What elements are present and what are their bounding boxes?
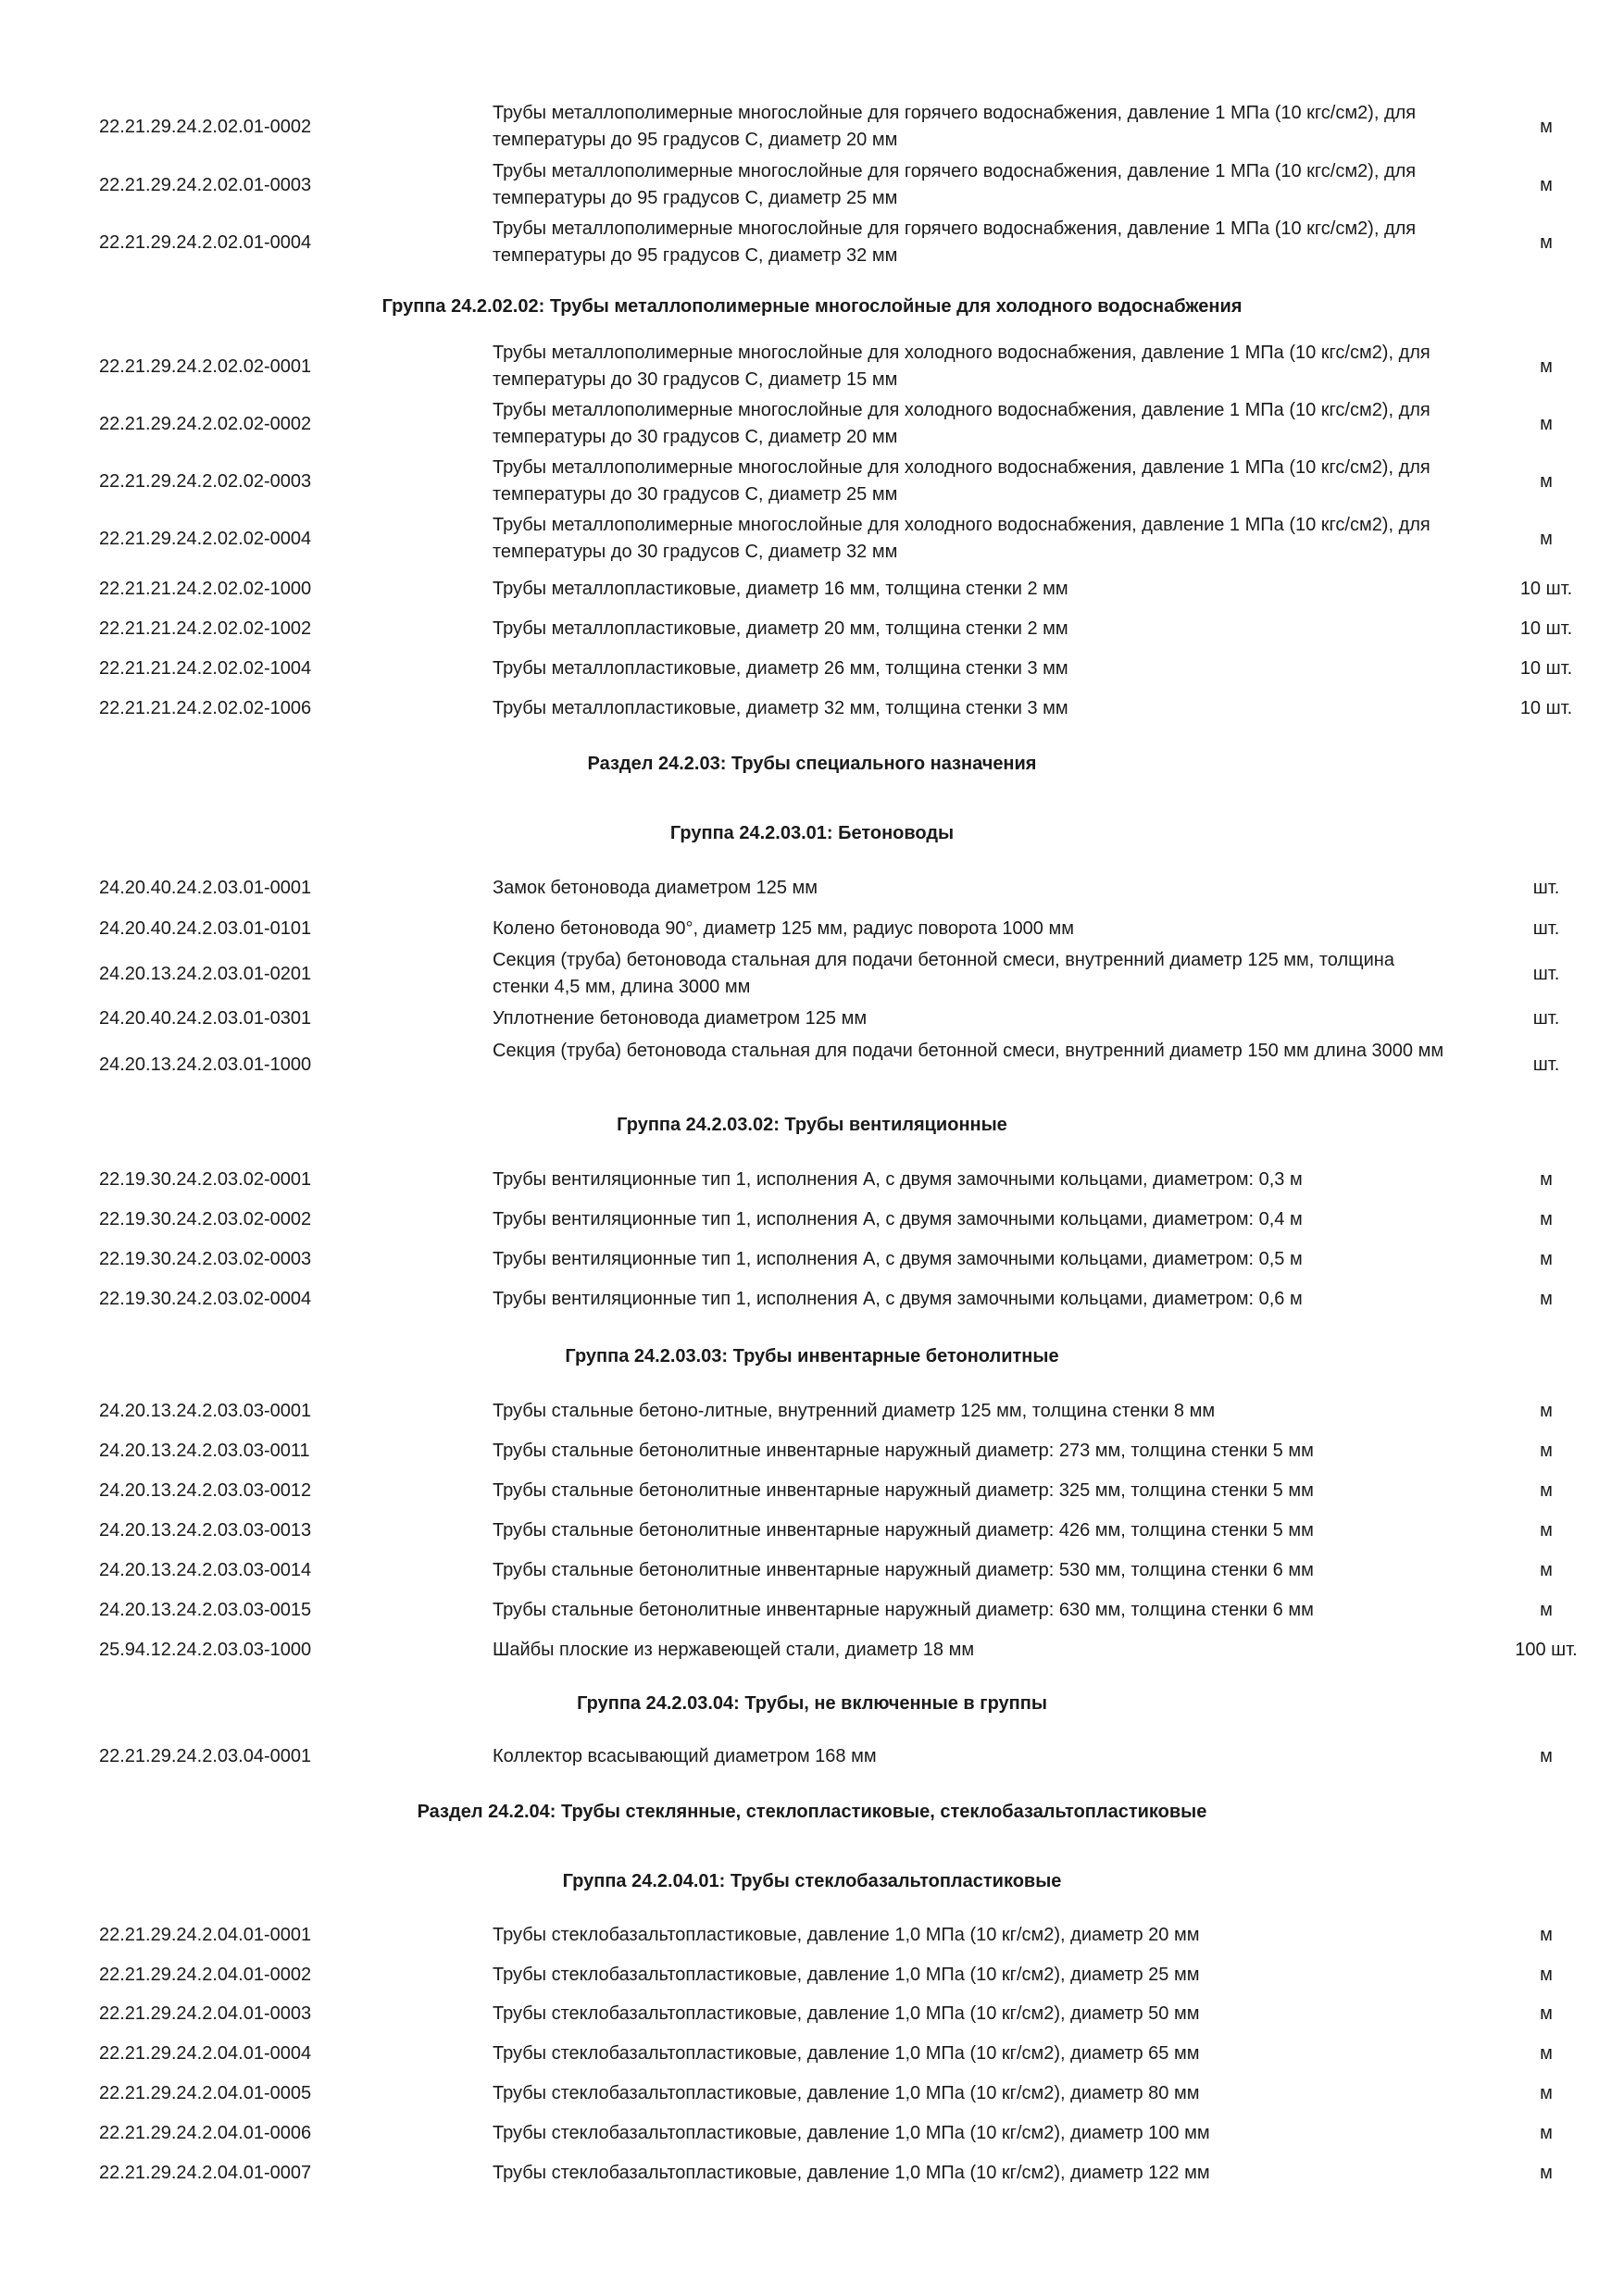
item-description: Трубы металлопластиковые, диаметр 20 мм, толщина стенки 2 мм — [493, 618, 1068, 639]
table-row — [0, 916, 1624, 942]
item-code: 24.20.13.24.2.03.03-0001 — [99, 1401, 312, 1421]
item-unit: м — [1540, 1746, 1553, 1766]
item-description: Трубы стальные бетонолитные инвентарные наружный диаметр: 426 мм, толщина стенки 5 мм — [493, 1519, 1314, 1541]
item-code: 22.19.30.24.2.03.02-0002 — [99, 1209, 312, 1229]
item-unit: м — [1540, 414, 1553, 434]
item-unit: 100 шт. — [1515, 1640, 1578, 1660]
item-code: 22.21.21.24.2.02.02-1004 — [99, 658, 312, 679]
item-description: Трубы металлополимерные многослойные для горячего водоснабжения, давление 1 МПа (10 кгс/см2), для температуры до 95 градусов С, диаметр 25 мм — [493, 161, 1417, 208]
table-row — [0, 1922, 1624, 1949]
item-code: 24.20.40.24.2.03.01-0301 — [99, 1008, 312, 1029]
item-unit: м — [1540, 1600, 1553, 1620]
item-code: 22.19.30.24.2.03.02-0001 — [99, 1169, 312, 1190]
item-code: 22.21.29.24.2.04.01-0007 — [99, 2163, 312, 2183]
table-row — [0, 1438, 1624, 1465]
item-description: Трубы вентиляционные тип 1, исполнения А, с двумя замочными кольцами, диаметром: 0,4 м — [493, 1208, 1303, 1229]
item-description: Трубы металлопластиковые, диаметр 26 мм, толщина стенки 3 мм — [493, 657, 1068, 679]
item-unit: м — [1540, 1289, 1553, 1309]
table-row — [0, 397, 1624, 451]
item-code: 22.21.29.24.2.04.01-0001 — [99, 1925, 312, 1945]
table-row — [0, 576, 1624, 603]
item-description: Трубы стальные бетонолитные инвентарные наружный диаметр: 325 мм, толщина стенки 5 мм — [493, 1479, 1314, 1501]
section-header: Раздел 24.2.04: Трубы стеклянные, стеклопластиковые, стеклобазальтопластиковые — [417, 1802, 1207, 1822]
table-row — [0, 875, 1624, 902]
table-row — [0, 216, 1624, 269]
section-header: Группа 24.2.03.02: Трубы вентиляционные — [617, 1115, 1007, 1135]
table-row — [0, 340, 1624, 393]
item-description: Трубы металлополимерные многослойные для холодного водоснабжения, давление 1 МПа (10 кгс/см2), для температуры до 30 градусов С, диаметр 15 мм — [493, 343, 1430, 390]
item-code: 24.20.40.24.2.03.01-0101 — [99, 918, 312, 939]
item-description: Шайбы плоские из нержавеющей стали, диаметр 18 мм — [493, 1639, 975, 1660]
table-row — [0, 1597, 1624, 1624]
item-code: 22.21.29.24.2.02.02-0004 — [99, 529, 312, 549]
item-description: Трубы стальные бетоно-литные, внутренний диаметр 125 мм, толщина стенки 8 мм — [493, 1400, 1216, 1421]
item-description: Трубы стеклобазальтопластиковые, давление 1,0 МПа (10 кг/см2), диаметр 20 мм — [493, 1924, 1200, 1945]
item-unit: м — [1540, 1925, 1553, 1945]
item-description: Трубы стеклобазальтопластиковые, давление 1,0 МПа (10 кг/см2), диаметр 100 мм — [493, 2122, 1210, 2143]
item-description: Трубы стеклобазальтопластиковые, давление 1,0 МПа (10 кг/см2), диаметр 25 мм — [493, 1964, 1200, 1985]
item-unit: 10 шт. — [1519, 658, 1573, 679]
item-code: 22.21.29.24.2.04.01-0006 — [99, 2123, 312, 2143]
item-code: 22.21.29.24.2.04.01-0002 — [99, 1965, 312, 1985]
item-unit: м — [1540, 1480, 1553, 1501]
item-description: Трубы вентиляционные тип 1, исполнения А, с двумя замочными кольцами, диаметром: 0,3 м — [493, 1168, 1303, 1190]
item-description: Замок бетоновода диаметром 125 мм — [493, 877, 818, 898]
item-description: Секция (труба) бетоновода стальная для подачи бетонной смеси, внутренний диаметр 125 мм, толщина стенки 4,5 мм, длина 3000 мм — [493, 950, 1394, 997]
table-row — [0, 1286, 1624, 1313]
item-unit: шт. — [1532, 878, 1560, 898]
table-row — [0, 2120, 1624, 2147]
table-row — [0, 2160, 1624, 2187]
table-row — [0, 695, 1624, 722]
item-unit: м — [1540, 356, 1553, 377]
item-unit: м — [1540, 1209, 1553, 1229]
item-code: 22.21.21.24.2.02.02-1000 — [99, 579, 312, 599]
table-row — [0, 1398, 1624, 1425]
item-code: 22.21.29.24.2.04.01-0004 — [99, 2043, 312, 2064]
item-unit: м — [1540, 1520, 1553, 1541]
item-code: 22.21.29.24.2.04.01-0003 — [99, 2003, 312, 2024]
item-unit: 10 шт. — [1519, 618, 1573, 639]
item-unit: 10 шт. — [1519, 698, 1573, 718]
item-unit: м — [1540, 471, 1553, 492]
item-description: Коллектор всасывающий диаметром 168 мм — [493, 1745, 877, 1766]
item-unit: м — [1540, 1965, 1553, 1985]
item-description: Трубы стальные бетонолитные инвентарные наружный диаметр: 630 мм, толщина стенки 6 мм — [493, 1599, 1314, 1620]
item-description: Трубы стальные бетонолитные инвентарные наружный диаметр: 530 мм, толщина стенки 6 мм — [493, 1559, 1314, 1580]
item-code: 24.20.13.24.2.03.03-0011 — [99, 1441, 310, 1461]
table-row — [0, 2001, 1624, 2028]
section-header: Раздел 24.2.03: Трубы специального назначения — [587, 754, 1037, 774]
item-code: 25.94.12.24.2.03.03-1000 — [99, 1640, 312, 1660]
table-row — [0, 1517, 1624, 1544]
item-unit: м — [1540, 2043, 1553, 2064]
item-unit: м — [1540, 2163, 1553, 2183]
item-description: Трубы вентиляционные тип 1, исполнения А, с двумя замочными кольцами, диаметром: 0,5 м — [493, 1248, 1303, 1269]
table-row — [0, 455, 1624, 508]
table-row — [0, 1167, 1624, 1193]
item-description: Трубы стальные бетонолитные инвентарные наружный диаметр: 273 мм, толщина стенки 5 мм — [493, 1440, 1314, 1461]
table-row — [0, 1206, 1624, 1233]
item-unit: м — [1540, 1560, 1553, 1580]
table-row — [0, 1637, 1624, 1664]
item-unit: шт. — [1532, 918, 1560, 939]
item-description: Колено бетоновода 90°, диаметр 125 мм, радиус поворота 1000 мм — [493, 917, 1074, 939]
item-code: 24.20.13.24.2.03.03-0015 — [99, 1600, 312, 1620]
item-code: 22.21.29.24.2.02.01-0002 — [99, 117, 312, 137]
section-header: Группа 24.2.04.01: Трубы стеклобазальтопластиковые — [562, 1871, 1062, 1891]
item-code: 24.20.13.24.2.03.03-0014 — [99, 1560, 312, 1580]
item-code: 22.21.29.24.2.02.02-0001 — [99, 356, 312, 377]
item-code: 22.21.29.24.2.02.01-0004 — [99, 232, 312, 253]
section-header: Группа 24.2.02.02: Трубы металлополимерные многослойные для холодного водоснабжения — [381, 296, 1243, 317]
table-row — [0, 947, 1624, 1001]
item-description: Трубы металлополимерные многослойные для холодного водоснабжения, давление 1 МПа (10 кгс/см2), для температуры до 30 градусов С, диаметр 25 мм — [493, 457, 1430, 505]
item-unit: м — [1540, 1169, 1553, 1190]
item-unit: 10 шт. — [1519, 579, 1573, 599]
item-unit: шт. — [1532, 964, 1560, 984]
item-unit: шт. — [1532, 1008, 1560, 1029]
item-description: Трубы металлополимерные многослойные для холодного водоснабжения, давление 1 МПа (10 кгс/см2), для температуры до 30 градусов С, диаметр 32 мм — [493, 515, 1430, 562]
item-code: 22.21.21.24.2.02.02-1002 — [99, 618, 312, 639]
item-description: Трубы стеклобазальтопластиковые, давление 1,0 МПа (10 кг/см2), диаметр 122 мм — [493, 2162, 1210, 2183]
item-description: Трубы стеклобазальтопластиковые, давление 1,0 МПа (10 кг/см2), диаметр 65 мм — [493, 2042, 1200, 2064]
item-code: 24.20.13.24.2.03.03-0013 — [99, 1520, 312, 1541]
item-description: Трубы стеклобазальтопластиковые, давление 1,0 МПа (10 кг/см2), диаметр 80 мм — [493, 2082, 1200, 2103]
item-description: Трубы вентиляционные тип 1, исполнения А, с двумя замочными кольцами, диаметром: 0,6 м — [493, 1288, 1303, 1309]
table-row — [0, 2040, 1624, 2067]
item-description: Уплотнение бетоновода диаметром 125 мм — [493, 1007, 868, 1029]
item-code: 22.21.29.24.2.04.01-0005 — [99, 2083, 312, 2103]
item-unit: м — [1540, 2083, 1553, 2103]
table-row — [0, 2080, 1624, 2107]
item-code: 24.20.13.24.2.03.01-0201 — [99, 964, 312, 984]
table-row — [0, 512, 1624, 566]
table-row — [0, 1246, 1624, 1273]
item-code: 24.20.40.24.2.03.01-0001 — [99, 878, 312, 898]
item-code: 22.21.29.24.2.02.02-0002 — [99, 414, 312, 434]
item-description: Трубы металлополимерные многослойные для горячего водоснабжения, давление 1 МПа (10 кгс/см2), для температуры до 95 градусов С, диаметр 20 мм — [493, 103, 1417, 150]
item-unit: м — [1540, 2003, 1553, 2024]
table-row — [0, 100, 1624, 154]
item-code: 22.19.30.24.2.03.02-0003 — [99, 1249, 312, 1269]
section-header: Группа 24.2.03.03: Трубы инвентарные бетонолитные — [565, 1346, 1059, 1366]
item-code: 22.19.30.24.2.03.02-0004 — [99, 1289, 312, 1309]
table-row — [0, 1038, 1624, 1092]
item-unit: м — [1540, 1249, 1553, 1269]
item-unit: м — [1540, 232, 1553, 253]
item-code: 24.20.13.24.2.03.03-0012 — [99, 1480, 312, 1501]
item-description: Трубы стеклобазальтопластиковые, давление 1,0 МПа (10 кг/см2), диаметр 50 мм — [493, 2003, 1200, 2024]
table-row — [0, 616, 1624, 643]
item-unit: м — [1540, 529, 1553, 549]
item-description: Трубы металлополимерные многослойные для холодного водоснабжения, давление 1 МПа (10 кгс/см2), для температуры до 30 градусов С, диаметр 20 мм — [493, 400, 1430, 447]
table-row — [0, 1005, 1624, 1032]
table-row — [0, 1557, 1624, 1584]
item-unit: м — [1540, 175, 1553, 195]
item-unit: м — [1540, 117, 1553, 137]
section-header: Группа 24.2.03.04: Трубы, не включенные в группы — [577, 1693, 1047, 1714]
item-unit: шт. — [1532, 1054, 1560, 1075]
table-row — [0, 1962, 1624, 1989]
item-unit: м — [1540, 1441, 1553, 1461]
item-unit: м — [1540, 1401, 1553, 1421]
section-header: Группа 24.2.03.01: Бетоноводы — [669, 823, 955, 843]
table-row — [0, 655, 1624, 682]
item-description: Трубы металлополимерные многослойные для горячего водоснабжения, давление 1 МПа (10 кгс/см2), для температуры до 95 градусов С, диаметр 32 мм — [493, 218, 1417, 266]
item-description: Секция (труба) бетоновода стальная для подачи бетонной смеси, внутренний диаметр 150 мм длина 3000 мм — [493, 1041, 1444, 1061]
item-code: 22.21.29.24.2.02.01-0003 — [99, 175, 312, 195]
item-code: 22.21.21.24.2.02.02-1006 — [99, 698, 312, 718]
item-code: 22.21.29.24.2.02.02-0003 — [99, 471, 312, 492]
item-code: 22.21.29.24.2.03.04-0001 — [99, 1746, 312, 1766]
item-description: Трубы металлопластиковые, диаметр 16 мм, толщина стенки 2 мм — [493, 578, 1068, 599]
table-row — [0, 1478, 1624, 1504]
table-row — [0, 1743, 1624, 1770]
table-row — [0, 158, 1624, 212]
item-unit: м — [1540, 2123, 1553, 2143]
item-code: 24.20.13.24.2.03.01-1000 — [99, 1054, 312, 1075]
item-description: Трубы металлопластиковые, диаметр 32 мм, толщина стенки 3 мм — [493, 697, 1068, 718]
